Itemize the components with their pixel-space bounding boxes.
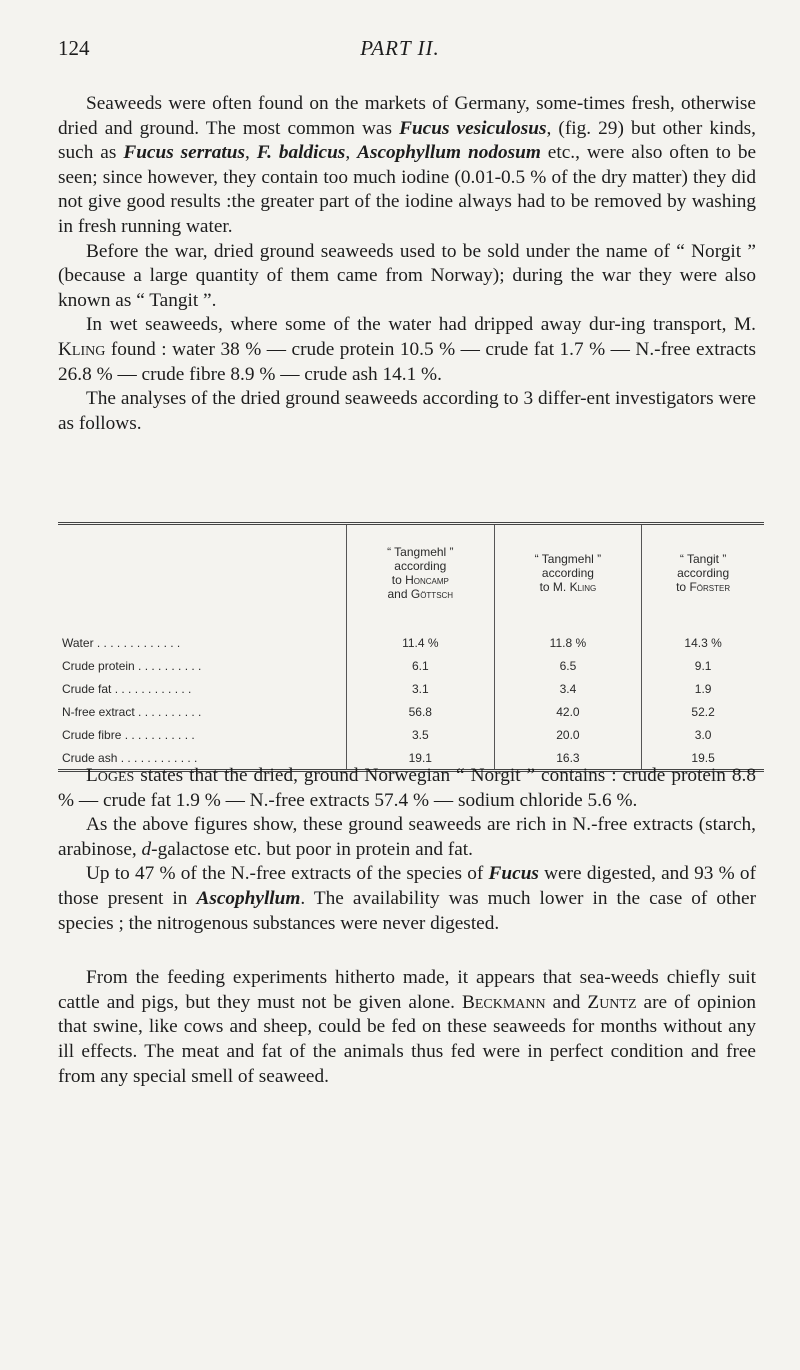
column-header: “ Tangmehl ” according to Honcamp and Göttsch	[347, 524, 495, 614]
running-title: PART II.	[360, 36, 440, 60]
table-cell: 11.4 %	[347, 613, 495, 654]
table-row	[58, 677, 764, 700]
table-cell: 6.5	[494, 654, 642, 677]
table-cell: 3.1	[347, 677, 495, 700]
species-name: Fucus vesiculosus	[399, 117, 547, 139]
table-cell: 3.5	[347, 723, 495, 746]
table-cell: 56.8	[347, 700, 495, 723]
table-cell: 14.3 %	[642, 613, 764, 654]
species-name: Ascophyllum	[196, 887, 301, 909]
table-row	[58, 654, 764, 677]
row-label: Crude fat . . . . . . . . . . . .	[62, 681, 192, 696]
table-cell: 11.8 %	[494, 613, 642, 654]
paragraph-norgit: Before the war, dried ground seaweeds used to be sold under the name of “ Norgit ” (because a large quantity of them came from Norway); during the war they were also known as “ Tangit ”.	[58, 240, 756, 311]
text-block-top	[58, 92, 756, 436]
paragraph-wet-seaweeds: In wet seaweeds, where some of the water had dripped away dur-ing transport, M. Kling found : water 38 % — crude protein 10.5 % — crude fat 1.7 % — N.-free extracts 26.8 % — crude fibre 8.9 % — crude ash 14.1 %.	[58, 314, 756, 385]
row-label: N-free extract . . . . . . . . . .	[62, 704, 202, 719]
table-row	[58, 613, 764, 654]
paragraph-analyses-intro: The analyses of the dried ground seaweeds according to 3 differ-ent investigators were as follows.	[58, 388, 756, 434]
species-name: Fucus serratus	[123, 142, 245, 164]
paragraph-digestion: Up to 47 % of the N.-free extracts of the species of Fucus were digested, and 93 % of those present in Ascophyllum. The availability was much lower in the case of other species ; the nitrogenous substances were never digested.	[58, 863, 756, 934]
author-name: Zuntz	[587, 991, 637, 1013]
paragraph-feeding: From the feeding experiments hitherto made, it appears that sea-weeds chiefly suit cattle and pigs, but they must not be given alone. Beckmann and Zuntz are of opinion that swine, like cows and sheep, could be fed on these seaweeds for months without any ill effects. The meat and fat of the animals thus fed were in perfect condition and free from any special smell of seaweed.	[58, 967, 756, 1087]
table-cell: 9.1	[642, 654, 764, 677]
row-label: Crude ash . . . . . . . . . . . .	[62, 750, 198, 765]
paragraph-loges: Loges states that the dried, ground Norwegian “ Norgit ” contains : crude protein 8.8 % — crude fat 1.9 % — N.-free extracts 57.4 % — sodium chloride 5.6 %.	[58, 765, 756, 811]
author-name: Beckmann	[461, 991, 546, 1013]
species-name: Ascophyllum nodosum	[357, 142, 541, 164]
table-cell: 20.0	[494, 723, 642, 746]
column-header: “ Tangmehl ” according to M. Kling	[494, 524, 642, 614]
row-label: Crude fibre . . . . . . . . . . .	[62, 727, 195, 742]
text-block-bottom	[58, 764, 756, 1089]
species-name: F. baldicus	[256, 142, 346, 164]
species-name: Fucus	[488, 863, 539, 885]
table-cell: 1.9	[642, 677, 764, 700]
page-number: 124	[58, 36, 90, 60]
analysis-table	[58, 522, 764, 776]
author-name: Loges	[86, 765, 135, 786]
table-cell: 19.5	[642, 746, 764, 771]
table-cell: 6.1	[347, 654, 495, 677]
row-label: Water . . . . . . . . . . . . .	[62, 635, 181, 650]
row-label: Crude protein . . . . . . . . . .	[62, 658, 202, 673]
table-row	[58, 700, 764, 723]
paragraph-seaweed-markets: Seaweeds were often found on the markets of Germany, some-times fresh, otherwise dried and ground. The most common was Fucus vesiculosus, (fig. 29) but other kinds, such as Fucus serratus, F. baldicus, Ascophyllum nodosum etc., were also often to be seen; since however, they contain too much iodine (0.01-0.5 % of the dry matter) they did not give good results :the greater part of the iodine always had to be removed by washing in fresh running water.	[58, 93, 757, 237]
paragraph-gap	[58, 936, 756, 966]
table-cell: 19.1	[347, 746, 495, 771]
table-cell: 16.3	[494, 746, 642, 771]
table-row	[58, 723, 764, 746]
table-cell: 52.2	[642, 700, 764, 723]
page-header	[58, 36, 742, 66]
paragraph-figures: As the above figures show, these ground seaweeds are rich in N.-free extracts (starch, arabinose, d-galactose etc. but poor in protein and fat.	[58, 814, 756, 860]
header-empty-cell	[58, 524, 347, 614]
table-header-row	[58, 524, 764, 614]
table-cell: 3.4	[494, 677, 642, 700]
column-header: “ Tangit ” according to Förster	[642, 524, 764, 614]
table-cell: 42.0	[494, 700, 642, 723]
table-cell: 3.0	[642, 723, 764, 746]
author-name: Kling	[58, 338, 106, 360]
